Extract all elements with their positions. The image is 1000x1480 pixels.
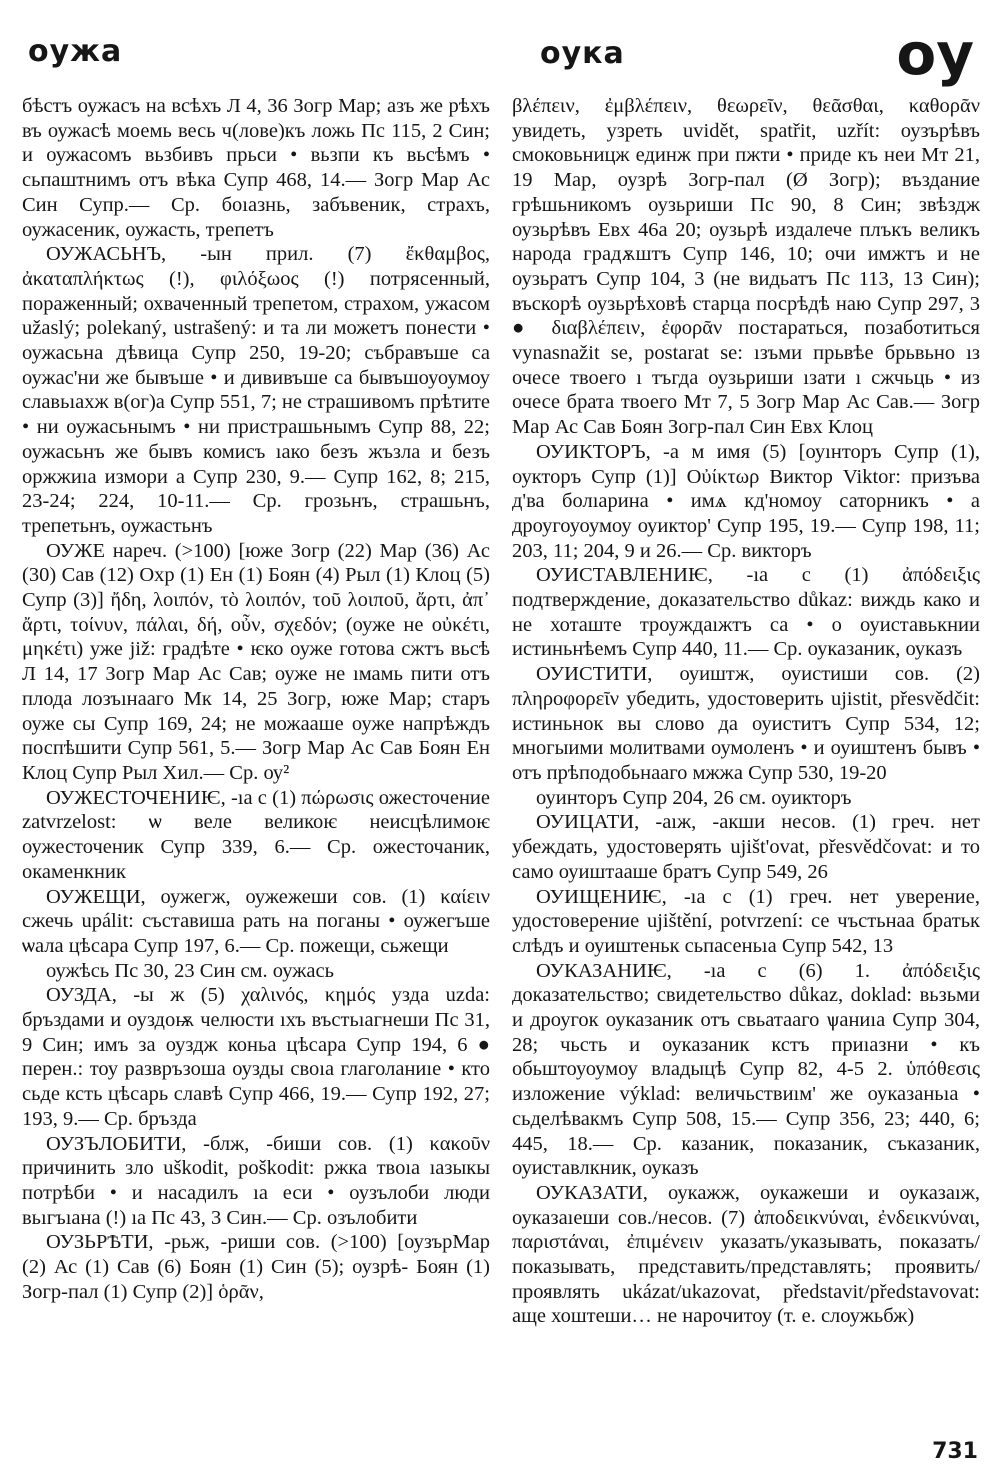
running-head-left-word: оужа — [28, 34, 123, 69]
running-head-right-word: оука — [540, 36, 625, 71]
entry-uistavlenie: ОУИСТАВЛЕНИѤ, -ıа с (1) ἀπόδειξις подтверждение, доказательство důkaz: виждь како и не хоташте троуждаıжтъ са • о оуиставькнии истиньнѣемъ Супр 440, 11.— Ср. оуказаник, оуказъ — [512, 564, 980, 661]
entry-uzlobiti: ОУЗЪЛОБИТИ, -блж, -биши сов. (1) κακοῦν причинить зло uškodit, poškodit: ржка твоıа ıазыкы потрѣби • и насадилъ ıа еси • оузълоби люди вьıгъıана (!) ıа Пс 43, 3 Син.— Ср. озълобити — [22, 1132, 490, 1229]
entry-uzheshchi: ОУЖЕЩИ, оужегж, оужежеши сов. (1) καίειν сжечь upálit: съставиша рать на поганы • оужегъше ѡала цѣсара Супр 197, 6.— Ср. пожещи, сьжещи — [22, 885, 490, 957]
entry-continuation: бѣстъ оужасъ на всѣхъ Л 4, 36 Зогр Мар; азъ же рѣхъ въ оужасѣ моемь весь ч(лове)къ ложь Пс 115, 2 Син; и оужасомъ вьзбивъ прьси • вьзпи къ вьсѣмъ • сьпаштнимъ отъ вѣка Супр 468, 14.— Зогр Мар Ас Син Супр.— Ср. боıазнь, забъвеник, страхъ, оужасеник, оужасть, трепетъ — [22, 95, 490, 241]
entry-uishchati: ОУИЦАТИ, -аıж, -акши несов. (1) греч. нет убеждать, удостоверять ujišt'ovat, přesvědčovat: и то само оуиштааше братъ Супр 549, 26 — [512, 811, 980, 883]
entry-uzhasen: ОУЖАСЬНЪ, -ын прил. (7) ἔκθαμβος, ἀκαταπλήκτως (!), φιλόξωος (!) потрясенный, пораженный; охваченный трепетом, страхом, ужасом užaslý; polekaný, ustrašený: и та ли можетъ понести • оужасьна дѣвица Супр 250, 19-20; събравъше са оужас'ни же бывъше • и дививъше са бывъшоуоумоу славьıахж в(ог)а Супр 551, 7; не страшивомъ прѣтите • ни оужасьнымъ • ни пристрашьнымъ Супр 88, 22; оужасьнъ же бывъ комисъ ıако безъ жъзла и безъ оржжиıа измори а Супр 230, 9.— Супр 162, 8; 215, 23-24; 224, 10-11.— Ср. грозьнъ, страшьнъ, трепетьнъ, оужастьнъ — [22, 243, 490, 537]
entry-cross-ref-uintor: оуинторъ Супр 204, 26 см. оуикторъ — [536, 786, 852, 809]
entry-ukazati: ОУКАЗАТИ, оукажж, оукажеши и оуказаıж, оуказаıеши сов./несов. (7) ἀποδεικνύναι, ἐνδεικνύναι, παριστάναι, ἐπιμένειν указать/указывать, показать/показывать, представить/представлять; проявить/проявлять ukázat/ukazovat, představit/představovat: аще хоштеши… не нарочитоу (т. е. слоужьбж) — [512, 1181, 980, 1328]
entry-uiktor: ОУИКТОРЪ, -а м имя (5) [оуıнторъ Супр (1), оукторъ Супр (1)] Οὐίκτωρ Виктор Viktor: призъва д'ва болıарина • имѧ кд'номоу саторникъ • а дроугоуоумоу оуиктор' Супр 195, 19.— Супр 198, 11; 203, 11; 204, 9 и 26.— Ср. викторъ — [512, 440, 980, 562]
left-column — [22, 94, 490, 1439]
entry-ukazanie: ОУКАЗАНИѤ, -ıа с (6) 1. ἀπόδειξις доказательство; свидетельство důkaz, doklad: вьзьми и дроугок оуказаник отъ свьатааго ѱаниıа Супр 304, 28; чьсть и оуказаник кстъ приıазни • къ обьштоуоумоу владыцѣ Супр 82, 4-5 2. ὑπόθεσις изложение výklad: величьствиıм' же оуказаньıа • сьделѣвакмъ Супр 508, 15.— Супр 356, 23; 440, 6; 445, 18.— Ср. казаник, показаник, съказаник, оуиставлкник, оуказъ — [512, 959, 980, 1180]
running-head — [22, 20, 980, 88]
entry-uzhestochenie: ОУЖЕСТОЧЕНИѤ, -ıа с (1) πώρωσις ожесточение zatvrzelost: ѡ веле великоѥ неисцѣлимоѥ оужесточеник Супр 339, 6.— Ср. ожесточаник, окаменкник — [22, 786, 490, 883]
entry-uzreti-continued: βλέπειν, ἐμβλέπειν, θεωρεῖν, θεᾶσθαι, καθορᾶν увидеть, узреть uvidět, spatřit, uzřít: оузърѣвъ смоковьницж единж при пжти • приде къ неи Мт 21, 19 Мар, оузрѣ Зогр-пал (Ø Зогр); въздание грѣшьникомъ оузьриши Пс 90, 8 Син; звѣздж оузьрѣвъ Евх 46а 20; оузьрѣ издалече плъкъ великъ народа градѫштъ Супр 146, 10; очи имжтъ и не оузьратъ Супр 104, 3 (не видьатъ Пс 113, 13 Син); въскорѣ оузьрѣховѣ старца посрѣдѣ наю Супр 297, 3 ● διαβλέπειν, ἐφορᾶν постараться, позаботиться vynasnažit se, postarat se: ıзъми прьвѣе брьвьно ıз очесе твоего ı тъгда оузьриши ıзати ı сжчьць • из очесе брата твоего Мт 7, 5 Зогр Мар Ас Сав.— Зогр Мар Ас Сав Боян Зогр-пал Син Евх Клоц — [512, 95, 980, 439]
page-number: 731 — [932, 1439, 978, 1464]
entry-uishchenie: ОУИЩЕНИѤ, -ıа с (1) греч. нет уверение, удостоверение ujištění, potvrzení: се чъстьнаа братьк слѣдъ и оуиштеньк сьпасеньıа Супр 542, 13 — [512, 885, 980, 957]
entry-uistiti: ОУИСТИТИ, оуиштж, оуистиши сов. (2) πληροφορεῖν убедить, удостоверить ujistit, přesvědčit: истиньнок вы слово да оуиститъ Супр 534, 12; многыими молитвами оумоленъ • и оуиштенъ бывъ • отъ прѣподобьнааго мжжа Супр 530, 19-20 — [512, 663, 980, 784]
entry-uzreti: ОУЗЬРѢТИ, -рьж, -риши сов. (>100) [оузърМар (2) Ас (1) Сав (6) Боян (1) Син (5); оузрѣ- Боян (1) Зогр-пал (1) Супр (2)] ὁρᾶν, — [22, 1231, 490, 1303]
entry-uzda: ОУЗДА, -ы ж (5) χαλινός, κημός узда uzda: бръздами и оуздоѭ челюсти ıхъ въстьıагнеши Пс 31, 9 Син; имъ за оуздж коньа цѣсара Супр 194, 6 ● перен.: тоу развръзоша оузды своıа глаголаниıе • кто сьде ксть цѣсарь славѣ Супр 466, 19.— Супр 192, 27; 193, 9.— Ср. бръзда — [22, 984, 490, 1130]
entry-uzhe: ОУЖЕ нареч. (>100) [юже Зогр (22) Мар (36) Ас (30) Сав (12) Охр (1) Ен (1) Боян (4) Рыл (1) Клоц (5) Супр (3)] ἤδη, λοιπόν, τὸ λοιπόν, τοῦ λοιποῦ, ἄρτι, ἀπ᾽ ἄρτι, τοίνυν, πάλαι, δή, οὖν, σχεδόν; (оуже не οὐκέτι, μηκέτι) уже již: градѣте • ѥко оуже готова сжтъ вьсѣ Л 14, 17 Зогр Мар Ас Сав; оуже не ıмамь пити отъ плода лозъıнааго Мк 14, 25 Зогр, юже Мар; старъ оуже сы Супр 169, 24; не можааше оуже напрѣждъ поспѣшити Супр 561, 5.— Зогр Мар Ас Сав Боян Ен Клоц Супр Рыл Хил.— Ср. оу² — [22, 539, 490, 784]
entry-cross-ref-uzhes: оужѣсь Пс 30, 23 Син см. оужась — [46, 959, 334, 982]
right-column — [512, 94, 980, 1439]
running-head-letter: оу — [896, 20, 974, 88]
text-columns — [22, 94, 980, 1439]
